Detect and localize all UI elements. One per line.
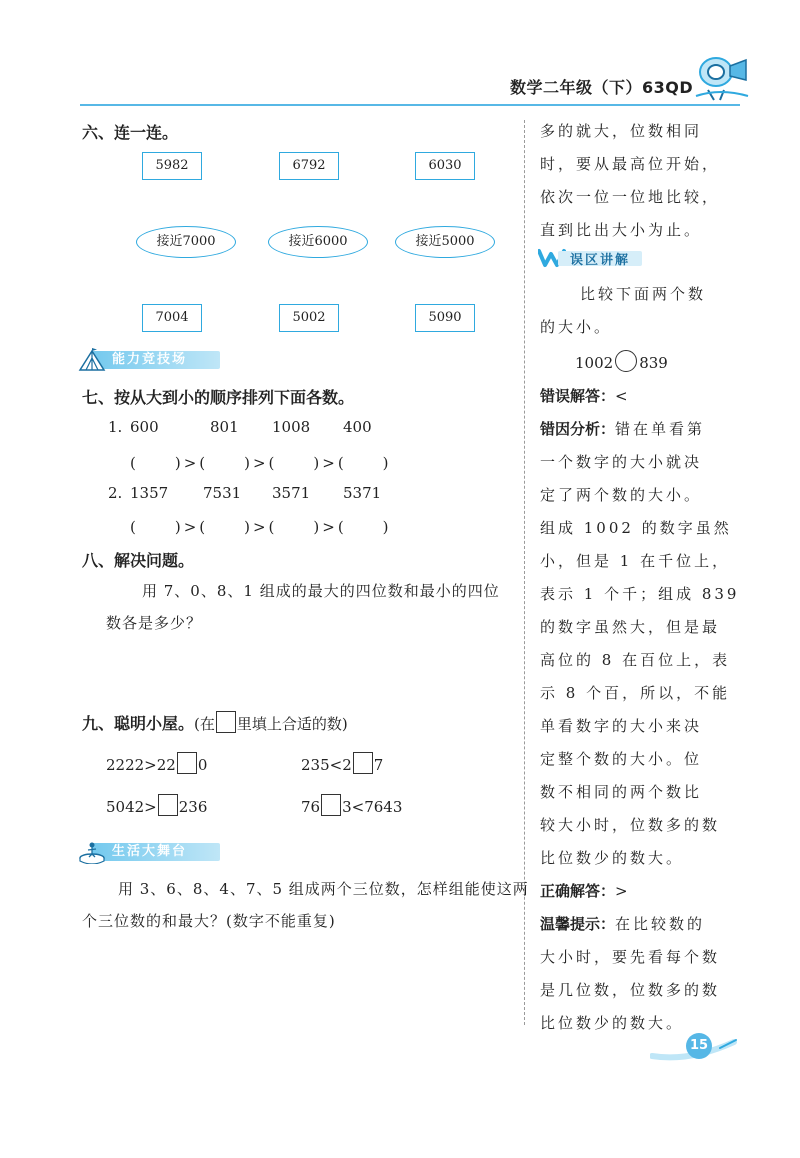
cause-analysis [540,413,750,1040]
cause-line: 组成 1002 的数字虽然 [540,519,732,537]
right-intro-line-3: 依次一位一位地比较， [540,188,721,206]
compare-right: 839 [639,354,668,372]
q2-label: 2. [108,484,123,502]
q1-number-2: 801 [210,418,239,436]
cause-line: 高位的 8 在百位上，表 [540,651,731,669]
compare-left: 1002 [575,354,614,372]
tip-label: 温馨提示： [540,915,616,933]
puzzle-2 [301,752,383,774]
tip-line: 比位数少的数大。 [540,1014,685,1032]
page-number: 15 [686,1033,712,1059]
section-6-title: 六、连一连。 [82,123,179,142]
number-box-top-1[interactable]: 5982 [142,152,202,180]
oval-near-7000[interactable]: 接近7000 [136,226,236,258]
puzzle-2-blank[interactable] [353,752,373,774]
wrong-answer [540,380,631,413]
life-question-line-1: 用 3、6、8、4、7、5 组成两个三位数，怎样组能使这两 [118,880,529,898]
section-8-line-2: 数各是多少？ [106,614,203,632]
section-8-title: 八、解决问题。 [82,551,195,570]
number-box-top-2[interactable]: 6792 [279,152,339,180]
oval-near-5000[interactable]: 接近5000 [395,226,495,258]
tip-first: 在比较数的 [615,915,706,933]
example-square-icon [216,711,236,733]
puzzle-3-pre: 5042> [106,798,157,816]
wrong-answer-value: < [615,387,631,405]
q1-answer-blanks[interactable]: ( )>( )>( )>( ) [130,454,392,472]
puzzle-1-blank[interactable] [177,752,197,774]
header-rule [80,104,740,106]
cause-line: 一个数字的大小就决 [540,453,703,471]
tip-line: 是几位数，位数多的数 [540,981,721,999]
puzzle-4-post: 3<7643 [342,798,403,816]
section-8-line-1: 用 7、0、8、1 组成的最大的四位数和最小的四位 [142,582,500,600]
section-9-heading [82,711,348,734]
right-intro-line-1: 多的就大，位数相同 [540,122,703,140]
cause-line: 小，但是 1 在千位上， [540,552,731,570]
banner-life [78,840,223,864]
compare-circle-blank[interactable] [615,350,637,372]
oval-near-6000[interactable]: 接近6000 [268,226,368,258]
q2-number-2: 7531 [203,484,242,502]
puzzle-4 [301,794,402,816]
q2-number-4: 5371 [343,484,382,502]
section-9-instruction-post: 里填上合适的数) [236,715,348,733]
puzzle-3-post: 236 [178,798,208,816]
cause-label: 错因分析： [540,420,616,438]
tip-line: 大小时，要先看每个数 [540,948,721,966]
puzzle-2-pre: 235<2 [301,756,352,774]
q2-number-1: 1357 [130,484,169,502]
correct-answer-label: 正确解答： [540,882,616,900]
puzzle-4-blank[interactable] [321,794,341,816]
section-7-title: 七、按从大到小的顺序排列下面各数。 [82,388,355,407]
cause-line: 数不相同的两个数比 [540,783,703,801]
compare-expression [575,350,668,372]
q1-number-1: 600 [130,418,159,436]
cause-line: 的数字虽然大，但是最 [540,618,721,636]
tent-icon [78,348,106,372]
wrong-answer-label: 错误解答： [540,387,616,405]
puzzle-2-post: 7 [373,756,384,774]
banner-life-label: 生活大舞台 [112,844,188,859]
puzzle-3 [106,794,207,816]
number-box-top-3[interactable]: 6030 [415,152,475,180]
example-line-2: 的大小。 [540,318,613,336]
number-box-bottom-2[interactable]: 5002 [279,304,339,332]
cause-first: 错在单看第 [615,420,706,438]
q2-answer-blanks[interactable]: ( )>( )>( )>( ) [130,518,392,536]
section-9-title: 九、聪明小屋。 [82,714,195,733]
right-intro-line-2: 时，要从最高位开始， [540,155,721,173]
cause-line: 单看数字的大小来决 [540,717,703,735]
cause-line: 较大小时，位数多的数 [540,816,721,834]
banner-misconception [538,246,648,270]
cause-line: 比位数少的数大。 [540,849,685,867]
right-intro [540,115,740,247]
cause-line: 表示 1 个千；组成 839 [540,585,740,603]
banner-ability-label: 能力竞技场 [112,352,188,367]
banner-ability [78,348,223,372]
puzzle-3-blank[interactable] [158,794,178,816]
example-line-1: 比较下面两个数 [580,285,707,303]
header-title: 数学二年级（下）63QD [510,78,694,97]
puzzle-4-pre: 76 [301,798,321,816]
number-box-bottom-1[interactable]: 7004 [142,304,202,332]
cause-line: 定了两个数的大小。 [540,486,703,504]
puzzle-1 [106,752,207,774]
stage-icon [78,840,106,864]
puzzle-1-pre: 2222>22 [106,756,176,774]
q1-label: 1. [108,418,123,436]
telescope-logo-icon [690,52,750,102]
correct-answer-value: > [615,882,631,900]
life-question-line-2: 个三位数的和最大？(数字不能重复) [82,912,336,930]
q2-number-3: 3571 [272,484,311,502]
number-box-bottom-3[interactable]: 5090 [415,304,475,332]
cause-line: 定整个数的大小。位 [540,750,703,768]
q1-number-4: 400 [343,418,372,436]
puzzle-1-post: 0 [197,756,208,774]
section-9-instruction-pre: (在 [194,715,215,733]
q1-number-3: 1008 [272,418,311,436]
banner-misconception-label: 误区讲解 [570,253,631,268]
cause-line: 示 8 个百，所以，不能 [540,684,731,702]
right-intro-line-4: 直到比出大小为止。 [540,221,703,239]
